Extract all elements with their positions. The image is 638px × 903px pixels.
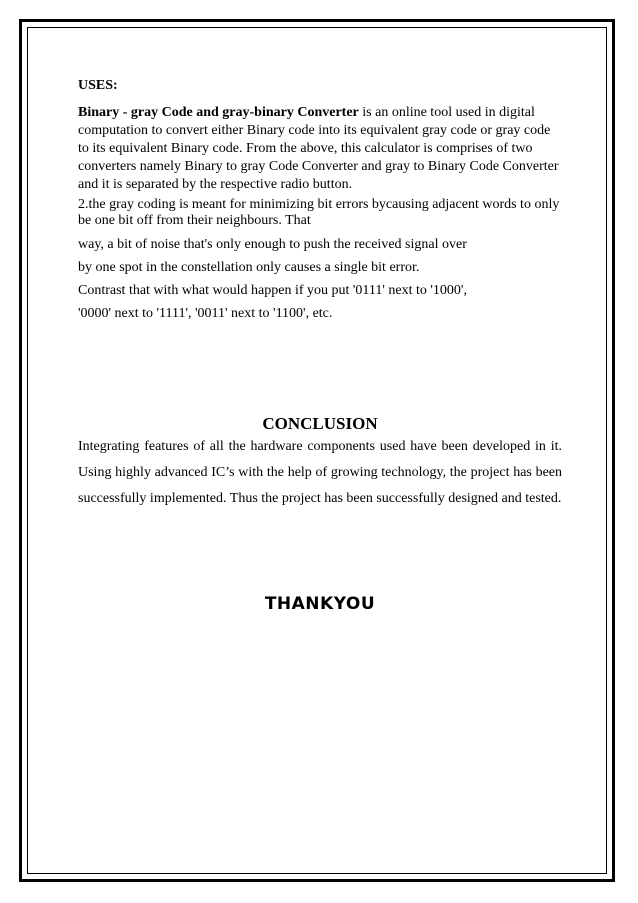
- page-content: [78, 78, 562, 614]
- conclusion-heading: CONCLUSION: [262, 414, 378, 433]
- uses-paragraph-1-text: is an online tool used in digital computation to convert either Binary code into its equivalent gray code or gray code to its equivalent Binary code. From the above, this calculator is comprises of two converters namely Binary to gray Code Converter and gray to Binary Code Converter and it is separated by the respective radio button.: [78, 105, 559, 192]
- uses-paragraph-5: Contrast that with what would happen if you put '0111' next to '1000',: [78, 283, 467, 298]
- uses-paragraph-6: '0000' next to '1111', '0011' next to '1100', etc.: [78, 306, 333, 321]
- uses-paragraph-1: [78, 104, 562, 194]
- conclusion-paragraph: Integrating features of all the hardware components used have been developed in it. Using highly advanced IC’s with the help of growing technology, the project has been successfully implemented. Thus the project has been successfully designed and tested.: [78, 439, 562, 506]
- uses-paragraph-3: way, a bit of noise that's only enough to push the received signal over: [78, 237, 467, 252]
- uses-heading: USES:: [78, 78, 118, 93]
- thankyou-text: THANKYOU: [264, 594, 376, 614]
- uses-paragraph-2: 2.the gray coding is meant for minimizing bit errors bycausing adjacent words to only be one bit off from their neighbours. That: [78, 197, 560, 228]
- uses-paragraph-1-bold: Binary - gray Code and gray-binary Converter: [78, 105, 359, 120]
- uses-paragraph-4: by one spot in the constellation only causes a single bit error.: [78, 260, 420, 275]
